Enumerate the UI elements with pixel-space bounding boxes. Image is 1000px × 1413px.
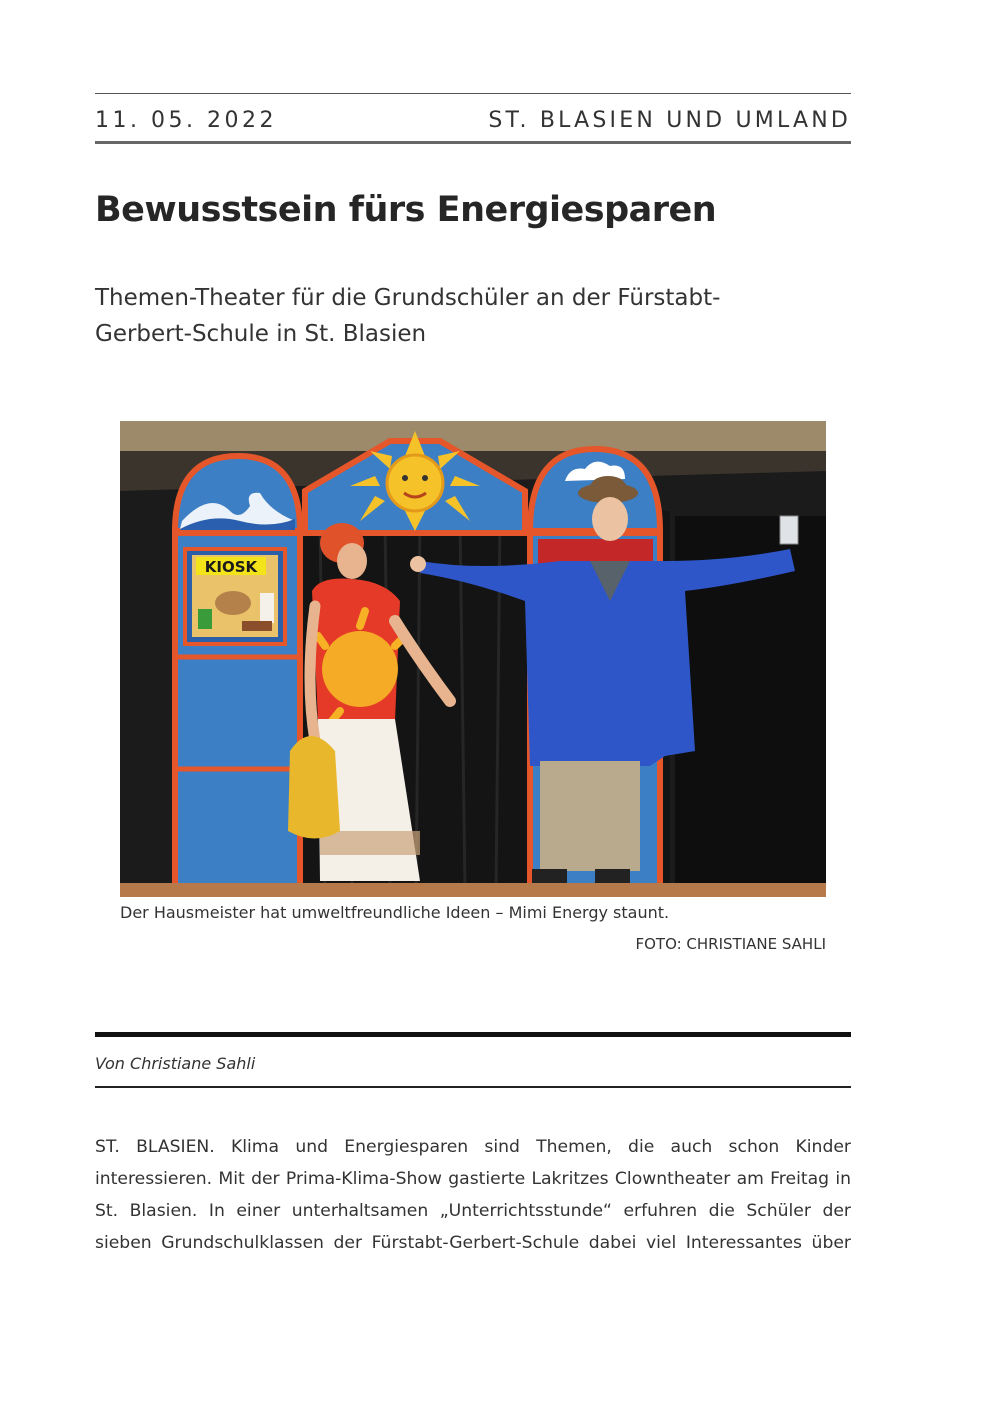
- byline: Von Christiane Sahli: [95, 1054, 256, 1073]
- section-name: ST. BLASIEN UND UMLAND: [488, 108, 851, 133]
- subheadline: Themen-Theater für die Grundschüler an der Fürstabt-Gerbert-Schule in St. Blasien: [95, 285, 721, 347]
- dateline-rule: [95, 141, 851, 144]
- dateline: [95, 108, 851, 136]
- publication-date: 11. 05. 2022: [95, 108, 277, 133]
- article-photo: [120, 421, 826, 897]
- photo-caption: Der Hausmeister hat umweltfreundliche Ideen – Mimi Energy staunt.: [120, 903, 670, 922]
- kiosk-sign: KIOSK: [204, 558, 258, 576]
- byline-bottom-rule: [95, 1086, 851, 1088]
- photo-credit: FOTO: CHRISTIANE SAHLI: [635, 935, 826, 953]
- article-body: ST. BLASIEN. Klima und Energiesparen sind Themen, die auch schon Kinder interessieren. Mit der Prima-Klima-Show gastierte Lakritzes Clowntheater am Freitag in St. Blasien. In einer unterhaltsamen „Unterrichtsstunde“ erfuhren die Schüler der sieben Grundschulklassen der Fürstabt-Gerbert-Schule dabei viel Interessantes über: [95, 1137, 851, 1253]
- top-rule: [95, 93, 851, 94]
- byline-top-rule: [95, 1032, 851, 1037]
- headline: Bewusstsein fürs Energiesparen: [95, 190, 717, 230]
